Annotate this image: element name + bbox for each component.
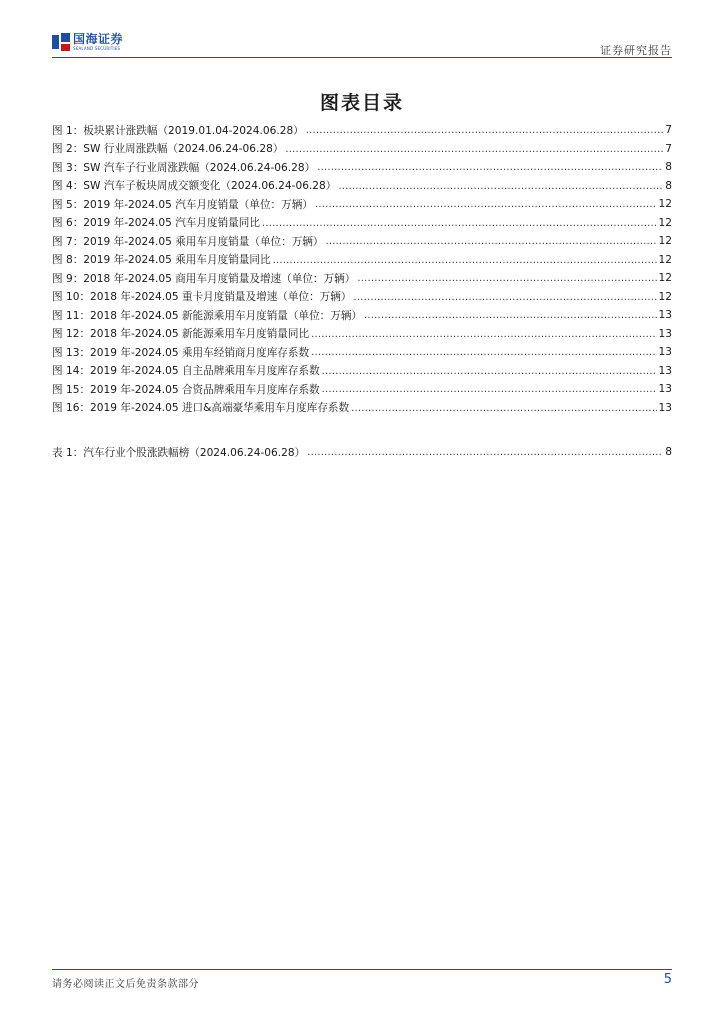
figure-entry-page: 12	[658, 272, 672, 285]
figure-entry-page: 13	[658, 346, 672, 359]
table-entry[interactable]	[52, 443, 672, 462]
figure-entry-label: 图 1：板块累计涨跌幅（2019.01.04-2024.06.28）	[52, 124, 304, 137]
figure-entry[interactable]	[52, 158, 672, 177]
dot-leader	[285, 140, 663, 158]
figure-entry-label: 图 7：2019 年-2024.05 乘用车月度销量（单位：万辆）	[52, 235, 324, 248]
dot-leader	[357, 269, 656, 287]
dot-leader	[351, 399, 656, 417]
figure-entry[interactable]	[52, 362, 672, 381]
figure-entry-page: 13	[658, 327, 672, 340]
figure-entry[interactable]	[52, 177, 672, 196]
figure-entry-page: 13	[658, 401, 672, 414]
figure-entry[interactable]	[52, 140, 672, 159]
dot-leader	[317, 158, 663, 176]
dot-leader	[307, 443, 663, 461]
dot-leader	[306, 121, 663, 139]
figure-entry[interactable]	[52, 288, 672, 307]
table-entry-page: 8	[665, 446, 672, 459]
figure-entry-label: 图 11：2018 年-2024.05 新能源乘用车月度销量（单位：万辆）	[52, 309, 363, 322]
table-entry-label: 表 1：汽车行业个股涨跌幅榜（2024.06.24-06.28）	[52, 446, 306, 459]
figure-entry-label: 图 16：2019 年-2024.05 进口&高端豪华乘用车月度库存系数	[52, 402, 350, 415]
figure-entry[interactable]	[52, 343, 672, 362]
report-type: 证券研究报告	[600, 44, 672, 57]
figure-entry[interactable]	[52, 195, 672, 214]
table-list	[52, 443, 672, 462]
dot-leader	[338, 177, 663, 195]
dot-leader	[322, 380, 657, 398]
figure-entry-label: 图 6：2019 年-2024.05 汽车月度销量同比	[52, 217, 260, 230]
dot-leader	[273, 251, 657, 269]
logo-name-cn: 国海证券	[73, 32, 124, 46]
figure-entry-page: 7	[665, 124, 672, 137]
page-header	[52, 30, 672, 58]
logo-mark-icon	[52, 33, 70, 51]
figure-entry-page: 7	[665, 142, 672, 155]
figure-entry-page: 13	[658, 309, 672, 322]
figure-entry-label: 图 8：2019 年-2024.05 乘用车月度销量同比	[52, 254, 271, 267]
page-number: 5	[663, 972, 672, 987]
dot-leader	[322, 362, 657, 380]
figure-entry[interactable]	[52, 121, 672, 140]
figure-entry[interactable]	[52, 380, 672, 399]
figure-entry[interactable]	[52, 232, 672, 251]
figure-entry[interactable]	[52, 269, 672, 288]
figure-list	[52, 121, 672, 417]
figure-entry[interactable]	[52, 399, 672, 418]
dot-leader	[311, 325, 656, 343]
figure-entry-label: 图 12：2018 年-2024.05 新能源乘用车月度销量同比	[52, 328, 310, 341]
figure-entry-page: 12	[658, 290, 672, 303]
figure-entry[interactable]	[52, 251, 672, 270]
figure-entry[interactable]	[52, 306, 672, 325]
dot-leader	[311, 343, 656, 361]
company-logo	[52, 30, 123, 54]
figure-entry-page: 8	[665, 161, 672, 174]
figure-entry-page: 13	[658, 364, 672, 377]
dot-leader	[364, 306, 656, 324]
header-divider	[52, 57, 672, 58]
dot-leader	[353, 288, 656, 306]
figure-entry-label: 图 2：SW 行业周涨跌幅（2024.06.24-06.28）	[52, 143, 284, 156]
figure-entry[interactable]	[52, 214, 672, 233]
dot-leader	[326, 232, 657, 250]
figure-entry-label: 图 15：2019 年-2024.05 合资品牌乘用车月度库存系数	[52, 383, 320, 396]
figure-entry-page: 8	[665, 179, 672, 192]
logo-name-en: SEALAND SECURITIES	[73, 46, 121, 51]
page-title: 图表目录	[319, 92, 404, 114]
figure-entry[interactable]	[52, 325, 672, 344]
figure-entry-label: 图 3：SW 汽车子行业周涨跌幅（2024.06.24-06.28）	[52, 161, 316, 174]
dot-leader	[262, 214, 657, 232]
figure-entry-page: 12	[658, 216, 672, 229]
figure-entry-label: 图 14：2019 年-2024.05 自主品牌乘用车月度库存系数	[52, 365, 320, 378]
footer-divider	[52, 969, 672, 970]
figure-entry-label: 图 13：2019 年-2024.05 乘用车经销商月度库存系数	[52, 346, 310, 359]
footer-disclaimer: 请务必阅读正文后免责条款部分	[52, 979, 199, 990]
figure-entry-label: 图 9：2018 年-2024.05 商用车月度销量及增速（单位：万辆）	[52, 272, 356, 285]
figure-entry-label: 图 10：2018 年-2024.05 重卡月度销量及增速（单位：万辆）	[52, 291, 352, 304]
figure-entry-page: 12	[658, 253, 672, 266]
figure-entry-page: 13	[658, 383, 672, 396]
dot-leader	[315, 195, 657, 213]
figure-entry-page: 12	[658, 235, 672, 248]
figure-entry-label: 图 5：2019 年-2024.05 汽车月度销量（单位：万辆）	[52, 198, 313, 211]
figure-entry-page: 12	[658, 198, 672, 211]
figure-entry-label: 图 4：SW 汽车子板块周成交额变化（2024.06.24-06.28）	[52, 180, 337, 193]
